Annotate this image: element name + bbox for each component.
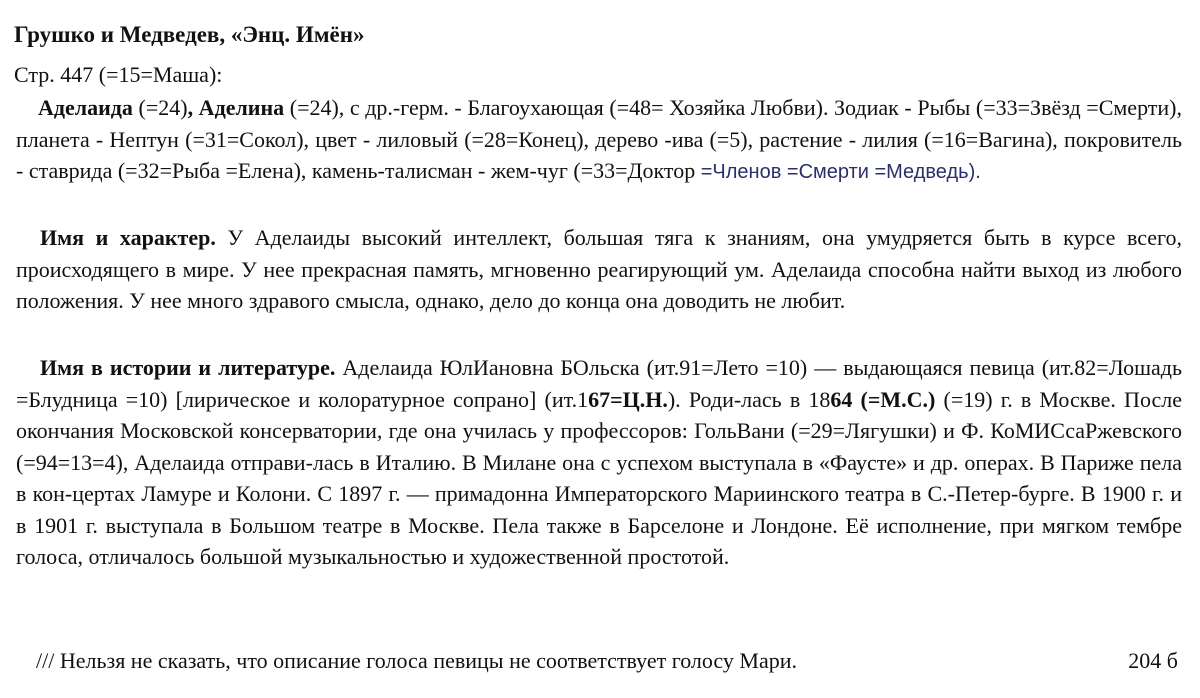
page-reference: Стр. 447 (=15=Маша): — [14, 62, 223, 87]
history-heading: Имя в истории и литературе. — [40, 355, 336, 380]
name-info-text-1: (=24) — [132, 95, 188, 120]
paragraph-character — [16, 222, 1182, 317]
paragraph-history — [16, 352, 1182, 573]
character-heading: Имя и характер. — [40, 225, 216, 250]
name-info-annotation: =Членов =Смерти =Медведь). — [700, 161, 981, 183]
history-text-1: Аделаида ЮлИановна БОльска (ит.91=Лето =10) — выдающаяся певица (ит.82=Лошадь =Блудница =10) [лирическое и колоратурное сопрано] (ит.1 — [16, 355, 1183, 412]
history-bold-2: 64 (=М.С.) — [830, 386, 936, 412]
footnote: /// Нельзя не сказать, что описание голоса певицы не соответствует голосу Мари. — [36, 648, 797, 673]
history-text-3: (=19) г. в Москве. После окончания Московской консерватории, где она училась у профессоров: ГольВани (=29=Лягушки) и Ф. КоМИСсаРжевского (=94=13=4), Аделаида отправи-лась в Италию. В Милане она с успехом выступала в «Фаусте» и др. операх. В Париже пела в кон-цертах Ламуре и Колони. С 1897 г. — примадонна Императорского Мариинского театра в С.-Петер-бурге. В 1900 г. и в 1901 г. выступала в Большом театре в Москве. Пела также в Барселоне и Лондоне. Её исполнение, при мягком тембре голоса, отличалось большой музыкальностью и художественной простотой. — [16, 386, 1183, 569]
document-title: Грушко и Медведев, «Энц. Имён» — [14, 22, 365, 47]
name-info-text-2: (=24), с др.-герм. - Благоухающая (=48= Хозяйка Любви). Зодиак - Рыбы (=33=Звёзд =Смерти), планета - Нептун (=31=Сокол), цвет - лиловый (=28=Конец), дерево -ива (=5), растение - лилия (=16=Вагина), покровитель - ставрида (=32=Рыба =Елена), камень-талисман - жем-чуг (=33=Доктор — [16, 95, 1182, 183]
name-adelaida: Аделаида — [38, 95, 133, 120]
history-bold-1: 67=Ц.Н. — [588, 386, 668, 412]
name-adelina: , Аделина — [187, 95, 285, 120]
character-text: У Аделаиды высокий интеллект, большая тяга к знаниям, она умудряется быть в курсе всего, происходящего в мире. У нее прекрасная память, мгновенно реагирующий ум. Аделаида способна найти выход из любого положения. У нее много здравого смысла, однако, дело до конца она доводить не любит. — [16, 225, 1182, 313]
history-text-2: ). Роди-лась в 18 — [667, 386, 831, 412]
page-number: 204 б — [1128, 648, 1178, 673]
paragraph-name-info — [16, 92, 1182, 189]
